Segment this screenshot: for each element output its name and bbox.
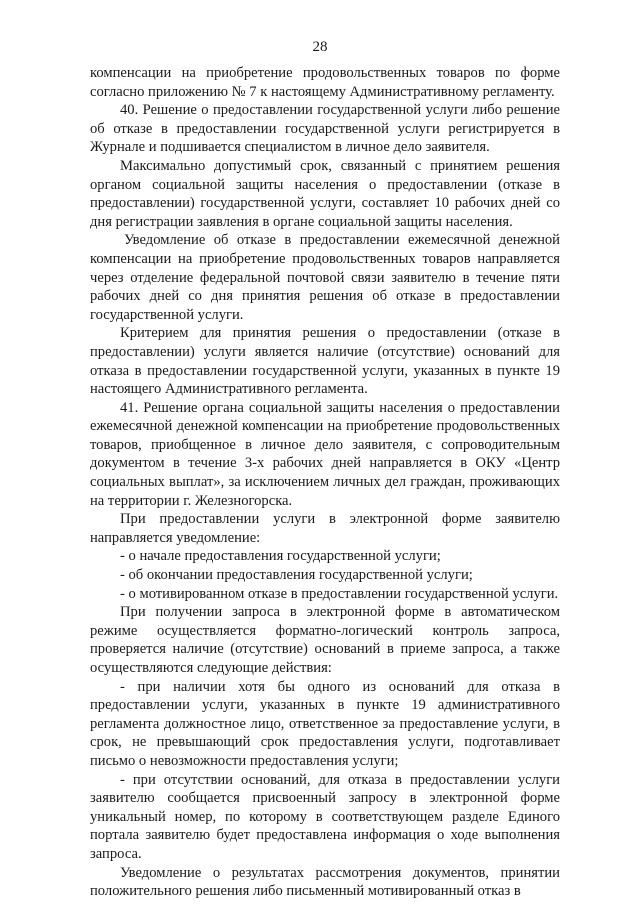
paragraph-refusal-notice: Уведомление об отказе в предоставлении ежемесячной денежной компенсации на приобретение продовольственных товаров направляется через отделение федеральной почтовой связи заявителю в течение пяти рабочих дней со дня принятия решения об отказе в предоставлении государственной услуги. [90,232,560,323]
paragraph-continuation: компенсации на приобретение продовольственных товаров по форме согласно приложению № 7 к настоящему Административному регламенту. [90,65,560,100]
paragraph-electronic-notice: При предоставлении услуги в электронной форме заявителю направляется уведомление: [90,511,560,546]
list-item-grounds-absent: - при отсутствии оснований, для отказа в предоставлении услуги заявителю сообщается присвоенный запросу в электронной форме уникальный номер, по которому в соответствующем разделе Единого портала заявителю будет предоставлена информация о ходе выполнения запроса. [90,771,560,862]
paragraph-item-40: 40. Решение о предоставлении государственной услуги либо решение об отказе в предоставлении государственной услуги регистрируется в Журнале и подшивается специалистом в личное дело заявителя. [90,102,560,156]
paragraph-item-41: 41. Решение органа социальной защиты населения о предоставлении ежемесячной денежной компенсации на приобретение продовольственных товаров, приобщенное в личное дело заявителя, с сопроводительным документом в течение 3-х рабочих дней направляется в ОКУ «Центр социальных выплат», за исключением личных дел граждан, проживающих на территории г. Железногорска. [90,399,560,509]
list-item-refusal: - о мотивированном отказе в предоставлении государственной услуги. [120,585,559,602]
paragraph-max-term: Максимально допустимый срок, связанный с принятием решения органом социальной защиты населения о предоставлении (отказе в предоставлении) государственной услуги, составляет 10 рабочих дней со дня регистрации заявления в органе социальной защиты населения. [90,157,560,230]
paragraph-criterion: Критерием для принятия решения о предоставлении (отказе в предоставлении) услуги является наличие (отсутствие) оснований для отказа в предоставлении государственной услуги, указанных в пункте 19 настоящего Административного регламента. [90,325,560,398]
paragraph-results-notice: Уведомление о результатах рассмотрения документов, принятии положительного решения либо письменный мотивированный отказ в [90,864,560,900]
list-item-start: - о начале предоставления государственной услуги; [120,548,441,565]
paragraph-electronic-request: При получении запроса в электронной форме в автоматическом режиме осуществляется форматно-логический контроль запроса, проверяется наличие (отсутствие) оснований в приеме запроса, а также осуществляются следующие действия: [90,604,560,676]
page-number: 28 [312,39,328,55]
document-body [90,64,560,901]
list-item-end: - об окончании предоставления государственной услуги; [120,567,473,584]
list-item-grounds-present: - при наличии хотя бы одного из оснований для отказа в предоставлении услуги, указанных в пункте 19 административного регламента должностное лицо, ответственное за предоставление услуги, в срок, не превышающий срок предоставления услуги, подготавливает письмо о невозможности предоставления услуги; [90,678,560,769]
